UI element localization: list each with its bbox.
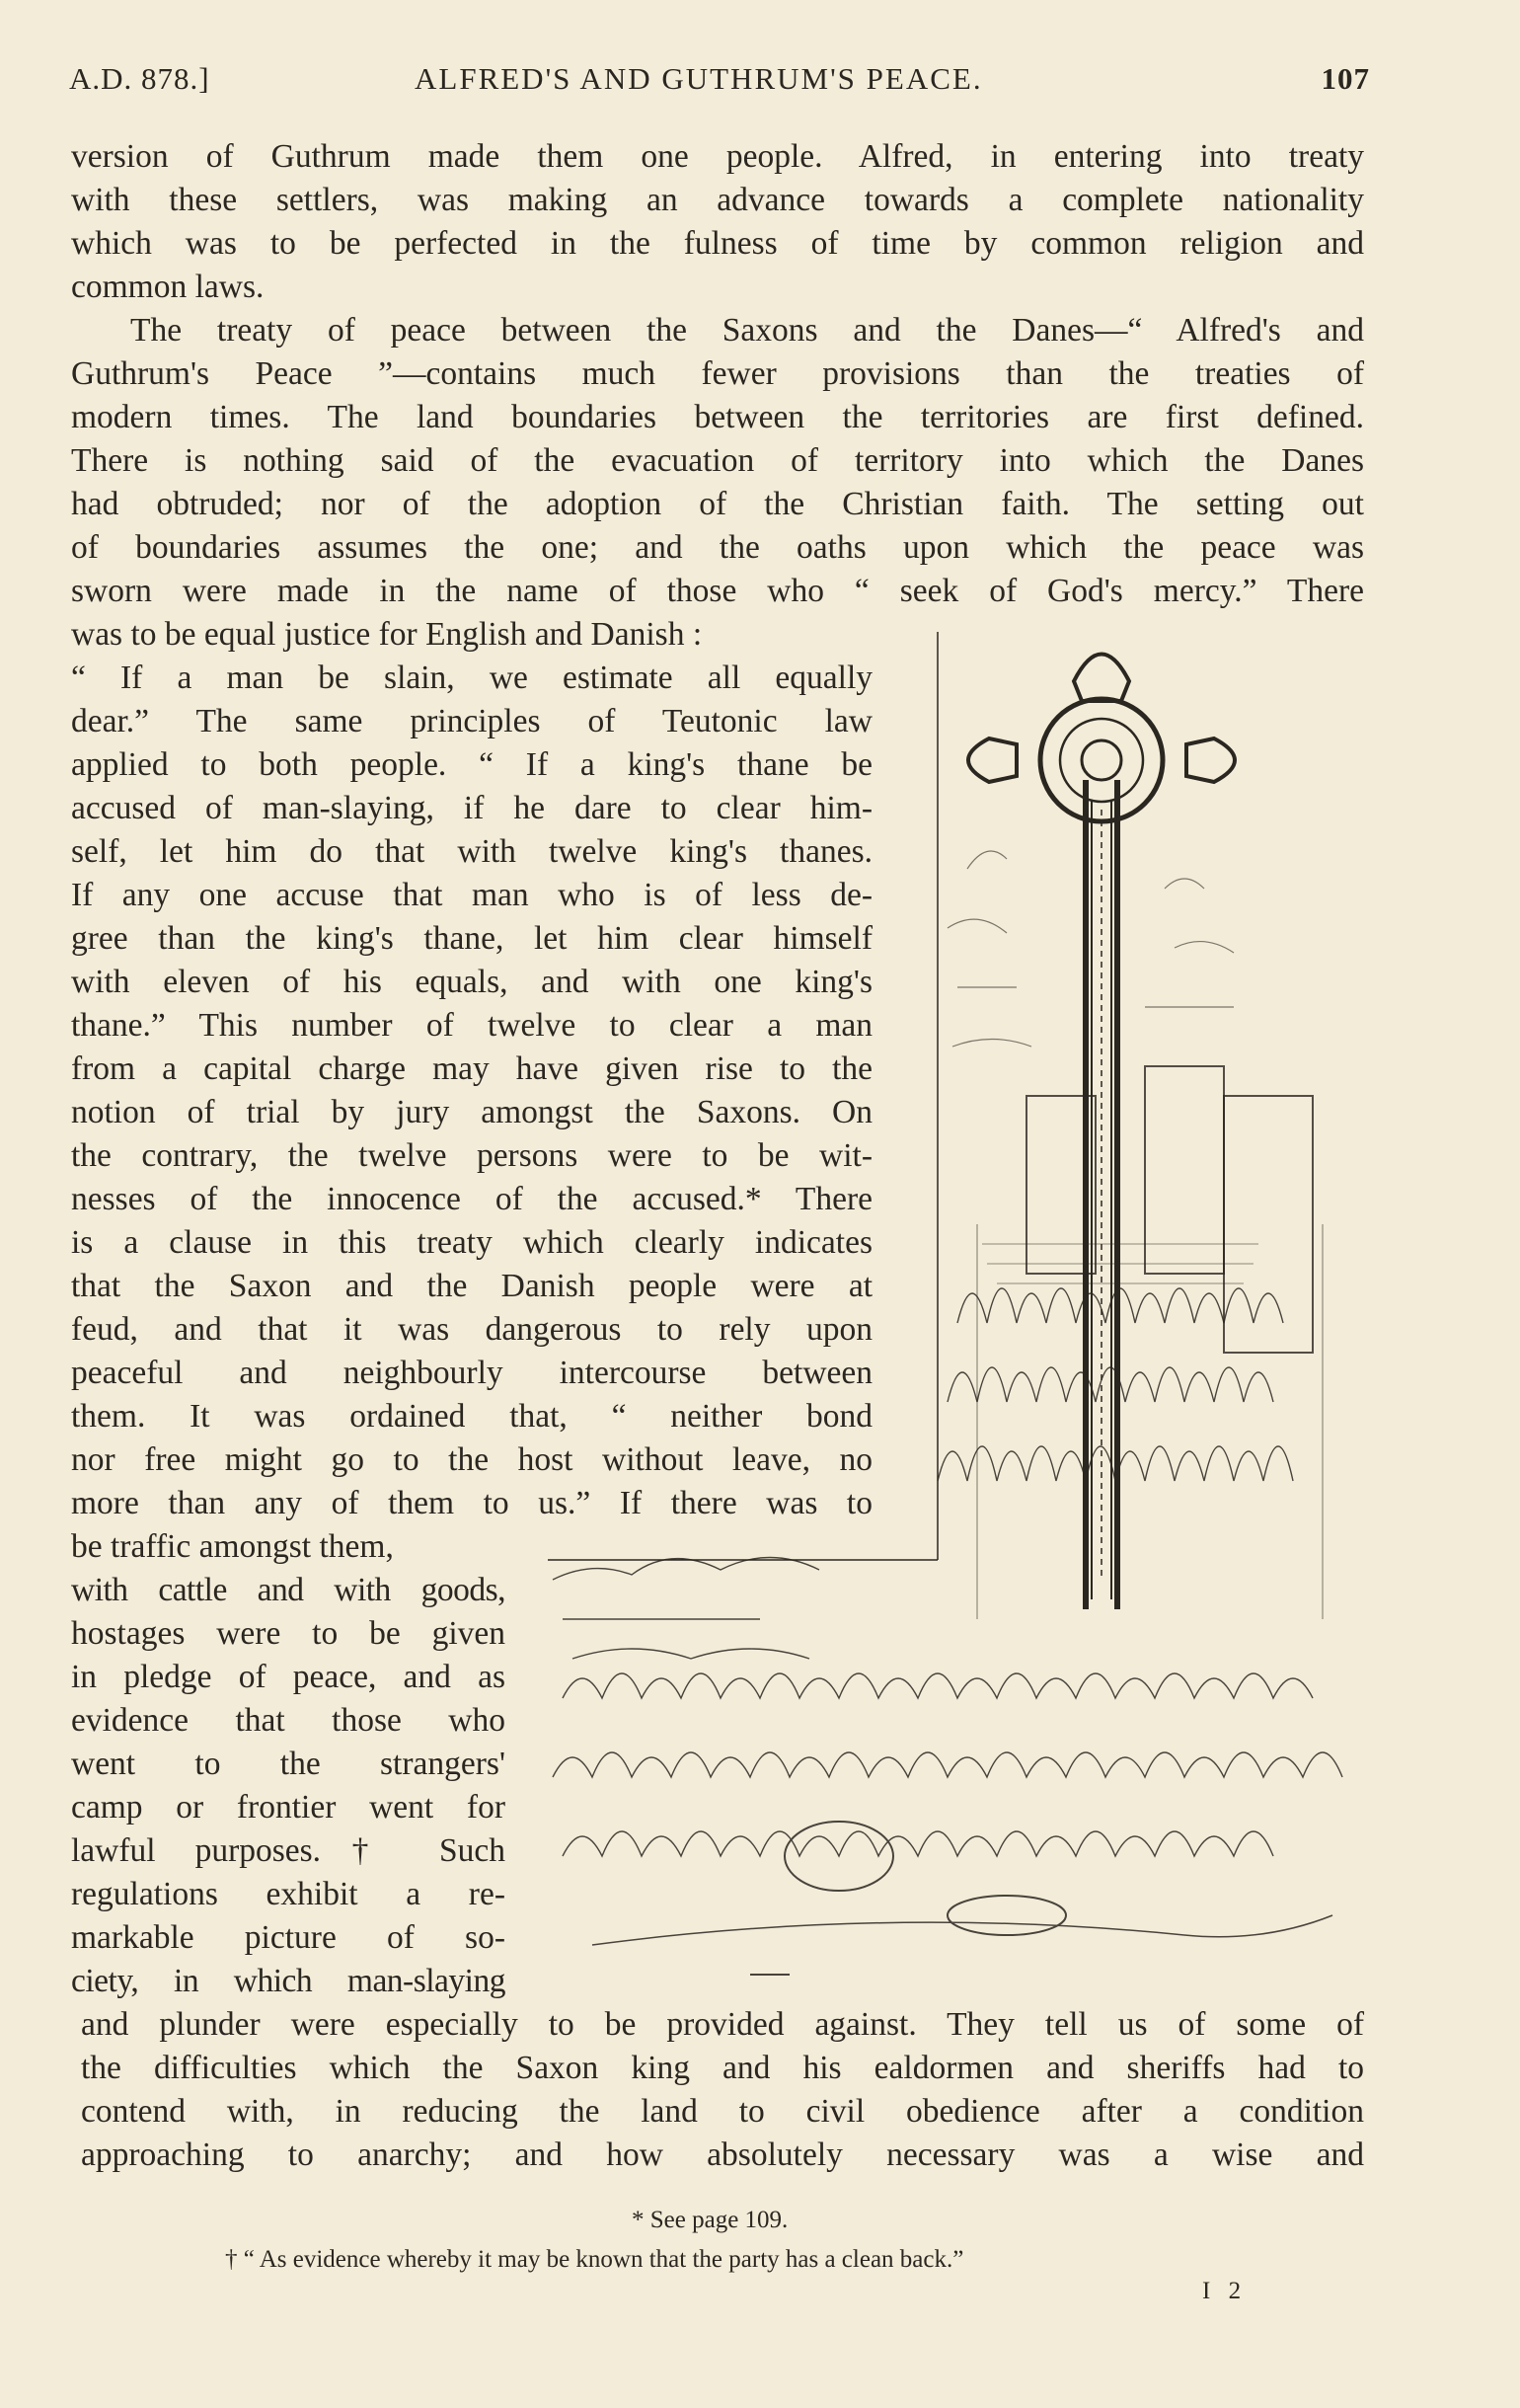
body-line: the contrary, the twelve persons were to be wit- — [71, 1137, 873, 1174]
body-line: hostages were to be given — [71, 1615, 505, 1652]
body-line: “ If a man be slain, we estimate all equally — [71, 660, 873, 696]
body-line: Guthrum's Peace ”—contains much fewer provisions than the treaties of — [71, 355, 1364, 392]
body-line: which was to be perfected in the fulness of time by common religion and — [71, 225, 1364, 262]
body-line: feud, and that it was dangerous to rely upon — [71, 1311, 873, 1348]
body-line: regulations exhibit a re- — [71, 1876, 505, 1912]
body-line: be traffic amongst them, — [71, 1528, 394, 1565]
body-line: If any one accuse that man who is of less de- — [71, 877, 873, 913]
body-line: applied to both people. “ If a king's thane be — [71, 746, 873, 783]
body-line: version of Guthrum made them one people. Alfred, in entering into treaty — [71, 138, 1364, 175]
body-line: was to be equal justice for English and Danish : — [71, 616, 703, 653]
body-line: nor free might go to the host without leave, no — [71, 1441, 873, 1478]
body-line: camp or frontier went for — [71, 1789, 505, 1825]
body-line: had obtruded; nor of the adoption of the Christian faith. The setting out — [71, 486, 1364, 522]
body-line: thane.” This number of twelve to clear a man — [71, 1007, 873, 1044]
body-line: more than any of them to us.” If there was to — [71, 1485, 873, 1521]
header-date: A.D. 878.] — [69, 61, 210, 96]
body-line: in pledge of peace, and as — [71, 1659, 505, 1695]
body-line: contend with, in reducing the land to civil obedience after a condition — [81, 2093, 1364, 2130]
body-line: them. It was ordained that, “ neither bond — [71, 1398, 873, 1435]
signature-mark: I 2 — [1202, 2278, 1248, 2304]
body-line: markable picture of so- — [71, 1919, 505, 1956]
body-line: with these settlers, was making an advance towards a complete nationality — [71, 182, 1364, 218]
body-line: notion of trial by jury amongst the Saxons. On — [71, 1094, 873, 1130]
body-line: ciety, in which man-slaying — [71, 1963, 505, 1999]
body-line: the difficulties which the Saxon king and his ealdormen and sheriffs had to — [81, 2050, 1364, 2086]
page-title: ALFRED'S AND GUTHRUM'S PEACE. — [415, 61, 983, 96]
body-line: lawful purposes.† Such — [71, 1832, 505, 1869]
body-line: modern times. The land boundaries between the territories are first defined. — [71, 399, 1364, 435]
page-number: 107 — [1321, 61, 1370, 96]
body-line: evidence that those who — [71, 1702, 505, 1739]
body-line: that the Saxon and the Danish people were at — [71, 1268, 873, 1304]
body-line: sworn were made in the name of those who “ seek of God's mercy.” There — [71, 573, 1364, 609]
body-line: went to the strangers' — [71, 1746, 505, 1782]
body-line: common laws. — [71, 269, 265, 305]
body-line: is a clause in this treaty which clearly indicates — [71, 1224, 873, 1261]
body-line: from a capital charge may have given rise to the — [71, 1050, 873, 1087]
running-header — [69, 61, 1370, 111]
body-line: with eleven of his equals, and with one king's — [71, 964, 873, 1000]
body-line: and plunder were especially to be provided against. They tell us of some of — [81, 2006, 1364, 2043]
body-line: accused of man-slaying, if he dare to clear him- — [71, 790, 873, 826]
body-line: self, let him do that with twelve king's thanes. — [71, 833, 873, 870]
body-line: approaching to anarchy; and how absolutely necessary was a wise and — [81, 2136, 1364, 2173]
body-line: peaceful and neighbourly intercourse between — [71, 1355, 873, 1391]
body-line: dear.” The same principles of Teutonic law — [71, 703, 873, 739]
body-line: with cattle and with goods, — [71, 1572, 505, 1608]
body-line: The treaty of peace between the Saxons and the Danes—“ Alfred's and — [130, 312, 1364, 349]
footnote: † “ As evidence whereby it may be known that the party has a clean back.” — [225, 2246, 964, 2273]
footnote: * See page 109. — [632, 2207, 789, 2233]
body-line: of boundaries assumes the one; and the oaths upon which the peace was — [71, 529, 1364, 566]
body-line: nesses of the innocence of the accused.* There — [71, 1181, 873, 1217]
body-line: There is nothing said of the evacuation of territory into which the Danes — [71, 442, 1364, 479]
body-line: gree than the king's thane, let him clear himself — [71, 920, 873, 957]
celtic-cross-engraving — [533, 632, 1372, 1994]
